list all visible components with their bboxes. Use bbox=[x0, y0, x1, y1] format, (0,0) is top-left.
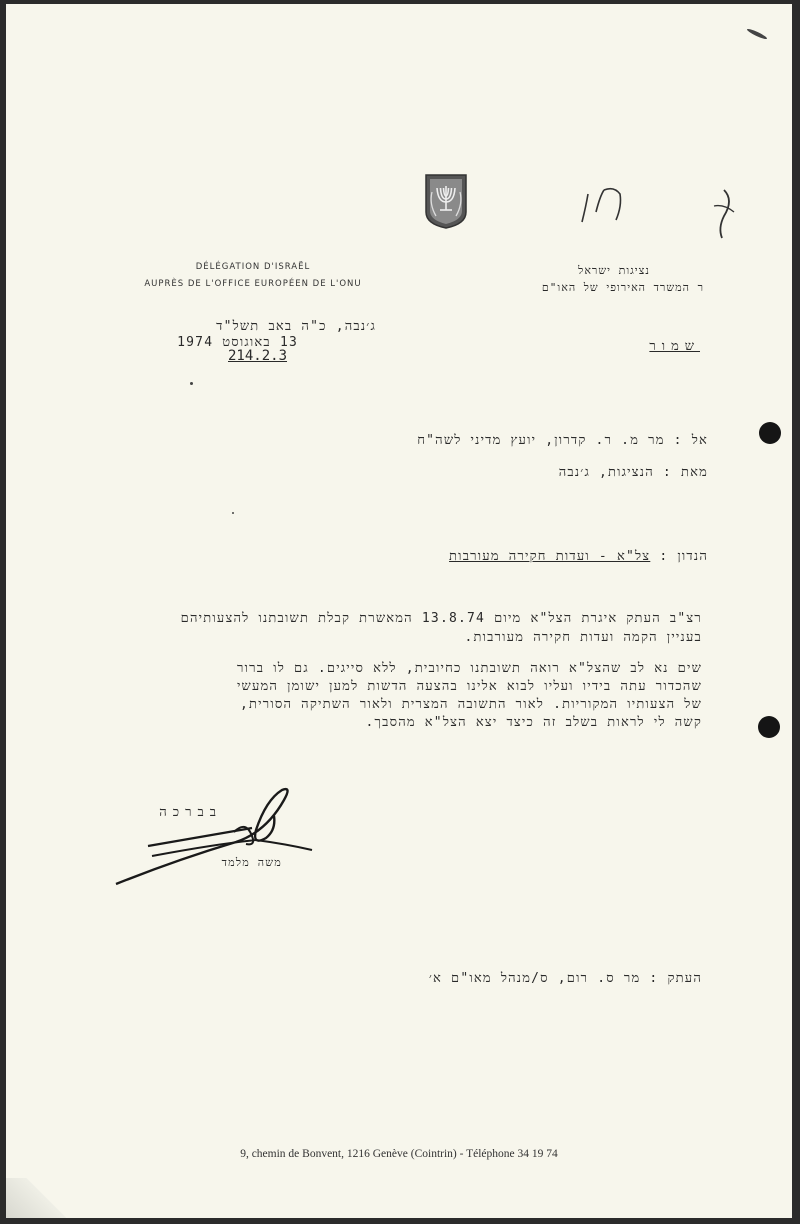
reference-number: 214.2.3 bbox=[228, 348, 288, 364]
classification-label: שמור bbox=[649, 339, 700, 354]
letterhead-fr-line2: AUPRÈS DE L'OFFICE EUROPÉEN DE L'ONU bbox=[144, 279, 362, 289]
letter-page bbox=[6, 4, 792, 1218]
footer-address: 9, chemin de Bonvent, 1216 Genève (Cointrin) - Téléphone 34 19 74 bbox=[240, 1148, 558, 1160]
addressee-line: אל : מר מ. ר. קדרון, יועץ מדיני לשה"ח bbox=[417, 433, 708, 448]
body-line: קשה לי לראות בשלב זה כיצד יצא הצל"א מהסבך. bbox=[365, 715, 702, 730]
body-line: של הצעותיו המקוריות. לאור התשובה המצרית ולאור השתיקה הסורית, bbox=[240, 697, 702, 712]
date-hebrew: ג׳נבה, כ"ה באב תשל"ד bbox=[216, 319, 376, 334]
date-gregorian: 13 באוגוסט 1974 bbox=[177, 335, 298, 350]
letterhead-he-line2: ר המשרד האירופי של האו"ם bbox=[541, 281, 704, 294]
handwritten-signature bbox=[106, 780, 316, 900]
letterhead-he-line1: נציגות ישראל bbox=[578, 264, 650, 277]
subject-prefix: הנדון : bbox=[659, 549, 708, 564]
handwritten-note bbox=[574, 176, 744, 246]
ink-speck bbox=[190, 382, 193, 385]
ink-speck bbox=[746, 28, 768, 41]
copy-to-line: העתק : מר ס. רום, ס/מנהל מאו"ם א׳ bbox=[428, 971, 702, 986]
page-fold bbox=[6, 1178, 66, 1218]
ink-speck bbox=[232, 512, 234, 514]
letterhead-fr-line1: DÉLÉGATION D'ISRAËL bbox=[195, 262, 311, 272]
closing-salutation: בברכה bbox=[159, 805, 222, 820]
subject-text: צל"א - ועדות חקירה מעורבות bbox=[449, 549, 651, 564]
body-line: רצ"ב העתק איגרת הצל"א מיום 13.8.74 המאשרת קבלת תשובתנו להצעותיהם bbox=[180, 611, 702, 626]
punch-hole bbox=[759, 422, 781, 444]
body-line: שים נא לב שהצל"א רואה תשובתנו כחיובית, ללא סייגים. גם לו ברור bbox=[237, 661, 702, 676]
body-line: שהכדור עתה בידיו ועליו לבוא אלינו בהצעה הדשות למען ישומן המעשי bbox=[236, 679, 702, 694]
body-line: בעניין הקמה ועדות חקירה מעורבות. bbox=[464, 630, 702, 645]
sender-line: מאת : הנציגות, ג׳נבה bbox=[558, 465, 708, 480]
signer-name: משה מלמד bbox=[221, 856, 282, 869]
state-emblem-icon bbox=[422, 172, 470, 230]
subject-line bbox=[449, 548, 708, 564]
punch-hole bbox=[758, 716, 780, 738]
